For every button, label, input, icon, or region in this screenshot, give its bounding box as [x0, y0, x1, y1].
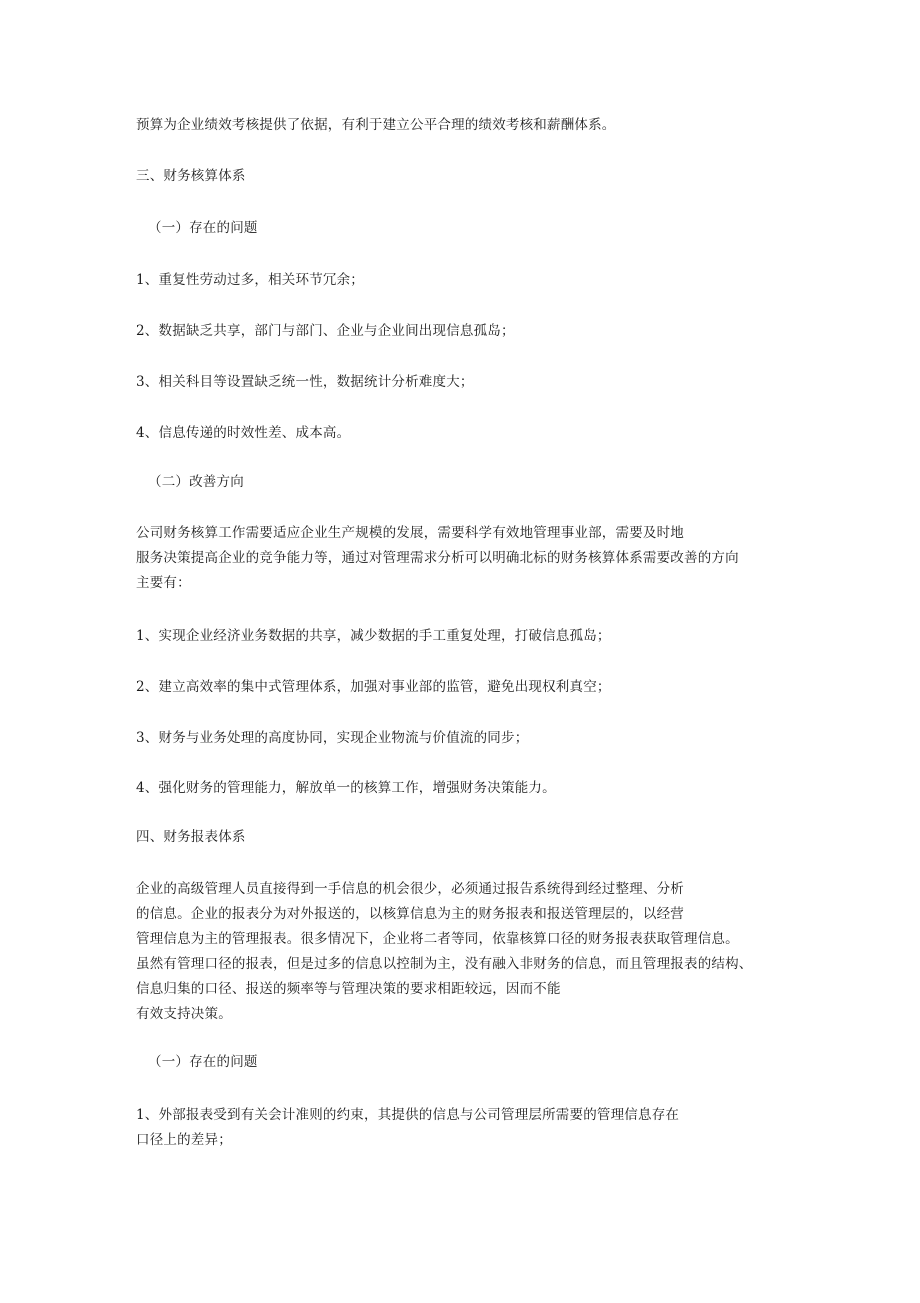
paragraph-improvement-line-3: 主要有：	[136, 575, 191, 591]
subheading-improvement-direction: （二）改善方向	[148, 474, 244, 490]
paragraph-report-line-1: 企业的高级管理人员直接得到一手信息的机会很少，必须通过报告系统得到经过整理、分析	[136, 881, 684, 897]
list-item-report-problem-1-line-1: 1、外部报表受到有关会计准则的约束，其提供的信息与公司管理层所需要的管理信息存在	[136, 1107, 680, 1123]
paragraph-report-line-2: 的信息。企业的报表分为对外报送的，以核算信息为主的财务报表和报送管理层的，以经营	[136, 906, 684, 922]
list-item-problem-2: 2、数据缺乏共享，部门与部门、企业与企业间出现信息孤岛；	[136, 323, 515, 339]
section-heading-report-system: 四、财务报表体系	[136, 829, 246, 845]
paragraph-improvement-line-1: 公司财务核算工作需要适应企业生产规模的发展，需要科学有效地管理事业部，需要及时地	[136, 525, 684, 541]
section-heading-accounting-system: 三、财务核算体系	[136, 168, 246, 184]
paragraph-report-line-5: 信息归集的口径、报送的频率等与管理决策的要求相距较远，因而不能	[136, 981, 561, 997]
list-item-improvement-4: 4、强化财务的管理能力，解放单一的核算工作，增强财务决策能力。	[136, 780, 556, 796]
list-item-problem-4: 4、信息传递的时效性差、成本高。	[136, 425, 351, 441]
paragraph-report-line-6: 有效支持决策。	[136, 1006, 232, 1022]
paragraph-report-line-4: 虽然有管理口径的报表，但是过多的信息以控制为主，没有融入非财务的信息，而且管理报表的结构、	[136, 956, 753, 972]
list-item-problem-1: 1、重复性劳动过多，相关环节冗余；	[136, 272, 364, 288]
list-item-improvement-2: 2、建立高效率的集中式管理体系，加强对事业部的监管，避免出现权利真空；	[136, 679, 611, 695]
list-item-improvement-1: 1、实现企业经济业务数据的共享，减少数据的手工重复处理，打破信息孤岛；	[136, 628, 611, 644]
paragraph-budget-conclusion: 预算为企业绩效考核提供了依据，有利于建立公平合理的绩效考核和薪酬体系。	[136, 117, 616, 133]
paragraph-improvement-line-2: 服务决策提高企业的竞争能力等，通过对管理需求分析可以明确北标的财务核算体系需要改善的方向	[136, 550, 739, 566]
list-item-improvement-3: 3、财务与业务处理的高度协同，实现企业物流与价值流的同步；	[136, 730, 529, 746]
list-item-report-problem-1-line-2: 口径上的差异；	[136, 1132, 232, 1148]
subheading-existing-problems-2: （一）存在的问题	[148, 1054, 258, 1070]
list-item-problem-3: 3、相关科目等设置缺乏统一性，数据统计分析难度大；	[136, 374, 474, 390]
subheading-existing-problems: （一）存在的问题	[148, 220, 258, 236]
paragraph-report-line-3: 管理信息为主的管理报表。很多情况下，企业将二者等同，依靠核算口径的财务报表获取管理信息。	[136, 931, 739, 947]
